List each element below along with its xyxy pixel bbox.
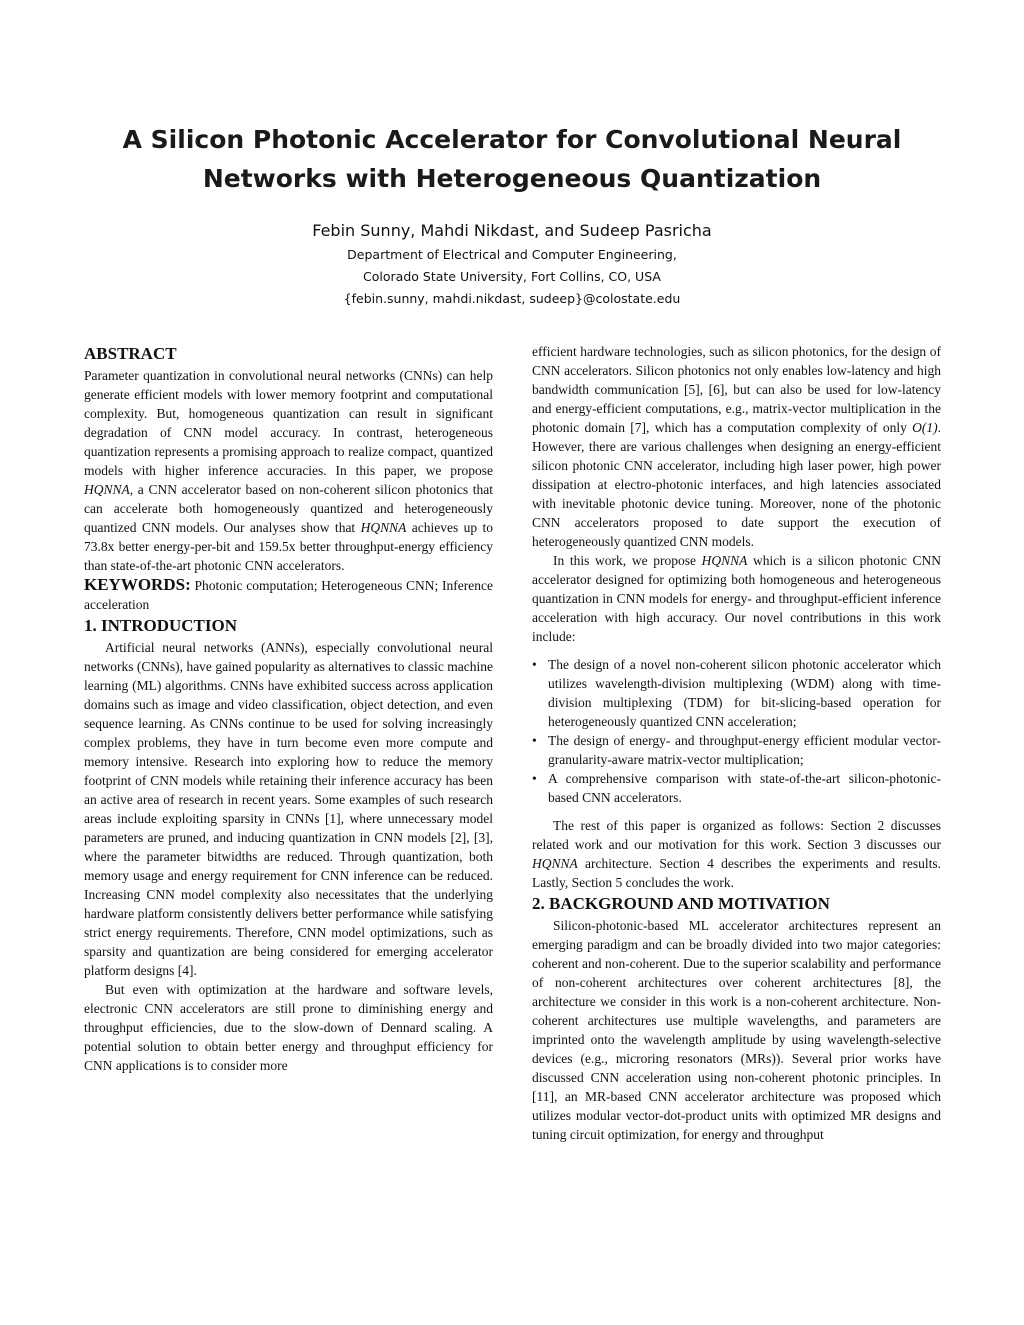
intro-paragraph-5-part2: architecture. Section 4 describes the experiments and results. Lastly, Section 5 concludes the work. [532,856,941,890]
intro-paragraph-4-part1: In this work, we propose [553,553,702,568]
intro-paragraph-4 [532,551,941,646]
hqnna-name: HQNNA [701,553,748,568]
right-column [532,342,941,1144]
title-line-2: Networks with Heterogeneous Quantization [202,164,822,193]
hqnna-name: HQNNA [532,856,578,871]
abstract-text-part3: achieves up to 73.8x better energy-per-bit and 159.5x better throughput-energy efficiency than state-of-the-art photonic CNN accelerators. [84,520,493,573]
hqnna-name: HQNNA [84,482,130,497]
abstract-text [84,366,493,575]
paper-title [90,120,934,198]
intro-paragraph-5 [532,816,941,892]
bullet-icon: • [532,733,537,748]
contribution-text: A comprehensive comparison with state-of-the-art silicon-photonic-based CNN accelerators. [548,771,941,805]
affiliation-emails: {febin.sunny, mahdi.nikdast, sudeep}@colostate.edu [343,291,681,306]
intro-paragraph-3-part1: efficient hardware technologies, such as silicon photonics, for the design of CNN accelerators. Silicon photonics not only enables low-latency and high bandwidth communication [5], [6], but can also be used for low-latency and energy-efficient computations, e.g., matrix-vector multiplication in the photonic domain [7], which has a computation complexity of only [532,344,941,435]
abstract-text-part1: Parameter quantization in convolutional neural networks (CNNs) can help generate efficient models with lower memory footprint and computational complexity. But, homogeneous quantization can result in significant degradation of CNN model accuracy. In contrast, heterogeneous quantization represents a promising approach to realize compact, quantized models with higher inference accuracies. In this paper, we propose [84,368,493,478]
background-heading: 2. BACKGROUND AND MOTIVATION [532,894,830,913]
contribution-item [532,731,941,769]
keywords-heading: KEYWORDS: [84,575,191,594]
contributions-list [532,655,941,807]
title-line-1: A Silicon Photonic Accelerator for Convolutional Neural [122,125,902,154]
contribution-item [532,655,941,731]
left-column [84,342,493,1075]
contribution-text: The design of a novel non-coherent silicon photonic accelerator which utilizes wavelength-division multiplexing (WDM) along with time-division multiplexing (TDM) for bit-slicing-based operation for heterogeneously quantized CNN acceleration; [548,657,941,729]
intro-paragraph-1: Artificial neural networks (ANNs), especially convolutional neural networks (CNNs), have gained popularity as alternatives to classic machine learning (ML) algorithms. CNNs have exhibited success across application domains such as image and video classification, object detection, and even sequence learning. As CNNs continue to be used for solving increasingly complex problems, they have in turn become even more compute and memory intensive. Research into exploring how to reduce the memory footprint of CNN models while retaining their inference accuracy has been an active area of research in recent years. Some examples of such research areas include exploiting sparsity in CNNs [1], where unnecessary model parameters are pruned, and inducing quantization in CNN models [2], [3], where the parameter bitwidths are reduced. Through quantization, both memory usage and energy requirement for CNN inference can be reduced. Increasing CNN model complexity also necessitates that the underlying hardware platform consistently delivers better performance while satisfying strict energy requirements. Therefore, CNN model optimizations, such as sparsity and quantization are being considered for emerging accelerator platform designs [4]. [84,640,493,978]
keywords-text: Photonic computation; Heterogeneous CNN; Inference acceleration [84,578,494,612]
abstract-text-part2: , a CNN accelerator based on non-coherent silicon photonics that can accelerate both homogeneously quantized and heterogeneously quantized CNN models. Our analyses show that [84,482,493,535]
contribution-text: The design of energy- and throughput-energy efficient modular vector-granularity-aware matrix-vector multiplication; [548,733,941,767]
contribution-item [532,769,941,807]
authors: Febin Sunny, Mahdi Nikdast, and Sudeep Pasricha [312,221,712,240]
intro-paragraph-4-part2: which is a silicon photonic CNN accelerator designed for optimizing both homogeneous and heterogeneous quantization in CNN models for energy- and throughput-efficient inference acceleration with high accuracy. Our novel contributions in this work include: [532,553,942,644]
keywords [84,575,493,614]
intro-paragraph-3 [532,342,941,551]
complexity-notation: O(1) [912,420,938,435]
affiliation-university: Colorado State University, Fort Collins, CO, USA [363,269,661,284]
affiliation-department: Department of Electrical and Computer Engineering, [347,247,677,262]
hqnna-name: HQNNA [360,520,407,535]
bullet-icon: • [532,771,537,786]
intro-paragraph-5-part1: The rest of this paper is organized as follows: Section 2 discusses related work and our motivation for this work. Section 3 discusses our [532,818,941,852]
introduction-heading: 1. INTRODUCTION [84,616,238,635]
affiliation [200,244,824,310]
bullet-icon: • [532,657,537,672]
intro-paragraph-3-part2: . However, there are various challenges when designing an energy-efficient silicon photonic CNN accelerator, including high laser power, high power dissipation at electro-photonic interfaces, and high latencies associated with inevitable photonic device tuning. Moreover, none of the photonic CNN accelerators proposed to date support the execution of heterogeneously quantized CNN models. [532,420,941,549]
abstract-heading: ABSTRACT [84,344,177,363]
intro-paragraph-2: But even with optimization at the hardware and software levels, electronic CNN accelerators are still prone to diminishing energy and throughput efficiencies, due to the slow-down of Dennard scaling. A potential solution to obtain better energy and throughput efficiency for CNN applications is to consider more [84,982,493,1073]
background-paragraph-1: Silicon-photonic-based ML accelerator architectures represent an emerging paradigm and can be broadly divided into two major categories: coherent and non-coherent. Due to the superior scalability and performance of non-coherent architectures over coherent architectures [8], the architecture we consider in this work is a non-coherent architecture. Non-coherent architectures use multiple wavelengths, and parameters are imprinted onto the wavelength amplitude by using wavelength-selective devices (e.g., microring resonators (MRs)). Several prior works have discussed CNN acceleration using non-coherent photonic principles. In [11], an MR-based CNN accelerator architecture was proposed which utilizes modular vector-dot-product units with optimized MR designs and tuning circuit optimization, for energy and throughput [532,918,941,1142]
